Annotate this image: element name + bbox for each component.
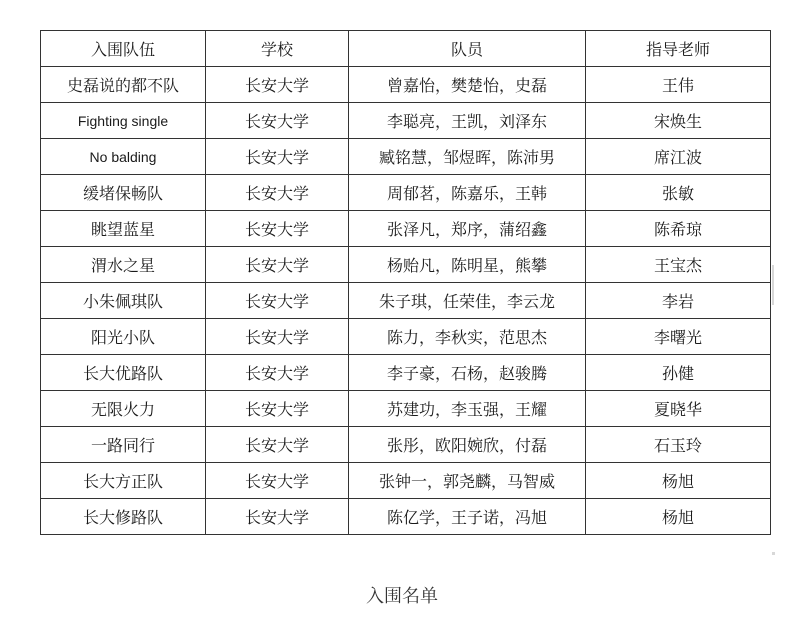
cell-team: 长大方正队 <box>41 463 206 499</box>
cell-school: 长安大学 <box>206 283 349 319</box>
cell-school: 长安大学 <box>206 427 349 463</box>
cell-members: 苏建功，李玉强，王耀 <box>349 391 586 427</box>
cell-school: 长安大学 <box>206 247 349 283</box>
cell-team: 一路同行 <box>41 427 206 463</box>
cell-members: 陈力，李秋实，范思杰 <box>349 319 586 355</box>
cell-members: 李子豪，石杨，赵骏腾 <box>349 355 586 391</box>
cell-team: 长大修路队 <box>41 499 206 535</box>
cell-members: 周郁茗，陈嘉乐，王韩 <box>349 175 586 211</box>
scan-edge-mark <box>772 265 774 305</box>
cell-school: 长安大学 <box>206 139 349 175</box>
cell-school: 长安大学 <box>206 319 349 355</box>
cell-team: Fighting single <box>41 103 206 139</box>
cell-members: 臧铭慧，邹煜晖，陈沛男 <box>349 139 586 175</box>
cell-team: 缓堵保畅队 <box>41 175 206 211</box>
cell-members: 张彤，欧阳婉欣，付磊 <box>349 427 586 463</box>
table-row <box>41 211 771 247</box>
cell-school: 长安大学 <box>206 391 349 427</box>
cell-teacher: 张敏 <box>586 175 771 211</box>
cell-members: 杨贻凡，陈明星，熊攀 <box>349 247 586 283</box>
cell-teacher: 李曙光 <box>586 319 771 355</box>
cell-teacher: 石玉玲 <box>586 427 771 463</box>
header-teacher: 指导老师 <box>586 31 771 67</box>
cell-teacher: 杨旭 <box>586 463 771 499</box>
cell-members: 张钟一，郭尧麟，马智威 <box>349 463 586 499</box>
table-header-row <box>41 31 771 67</box>
cell-members: 朱子琪，任荣佳，李云龙 <box>349 283 586 319</box>
table-row <box>41 463 771 499</box>
table-row <box>41 103 771 139</box>
cell-school: 长安大学 <box>206 499 349 535</box>
cell-school: 长安大学 <box>206 67 349 103</box>
cell-team: 小朱佩琪队 <box>41 283 206 319</box>
table-row <box>41 175 771 211</box>
cell-teacher: 孙健 <box>586 355 771 391</box>
cell-teacher: 王伟 <box>586 67 771 103</box>
cell-teacher: 席江波 <box>586 139 771 175</box>
header-members: 队员 <box>349 31 586 67</box>
table-row <box>41 283 771 319</box>
cell-teacher: 陈希琼 <box>586 211 771 247</box>
cell-school: 长安大学 <box>206 463 349 499</box>
cell-school: 长安大学 <box>206 103 349 139</box>
cell-teacher: 李岩 <box>586 283 771 319</box>
table-row <box>41 427 771 463</box>
cell-teacher: 宋焕生 <box>586 103 771 139</box>
cell-school: 长安大学 <box>206 175 349 211</box>
header-school: 学校 <box>206 31 349 67</box>
finalist-table <box>40 30 771 535</box>
cell-teacher: 王宝杰 <box>586 247 771 283</box>
cell-team: 长大优路队 <box>41 355 206 391</box>
cell-members: 张泽凡，郑序，蒲绍鑫 <box>349 211 586 247</box>
cell-members: 李聪亮，王凯，刘泽东 <box>349 103 586 139</box>
table-caption: 入围名单 <box>366 586 438 607</box>
scan-edge-mark <box>772 552 775 555</box>
table-row <box>41 67 771 103</box>
cell-team: 史磊说的都不队 <box>41 67 206 103</box>
table-row <box>41 319 771 355</box>
table-row <box>41 355 771 391</box>
cell-team: 渭水之星 <box>41 247 206 283</box>
cell-school: 长安大学 <box>206 211 349 247</box>
table-row <box>41 247 771 283</box>
cell-team: 眺望蓝星 <box>41 211 206 247</box>
cell-teacher: 夏晓华 <box>586 391 771 427</box>
table-row <box>41 391 771 427</box>
cell-school: 长安大学 <box>206 355 349 391</box>
header-team: 入围队伍 <box>41 31 206 67</box>
cell-members: 陈亿学，王子诺，冯旭 <box>349 499 586 535</box>
cell-members: 曾嘉怡，樊楚怡，史磊 <box>349 67 586 103</box>
cell-team: No balding <box>41 139 206 175</box>
cell-team: 阳光小队 <box>41 319 206 355</box>
table-row <box>41 499 771 535</box>
cell-teacher: 杨旭 <box>586 499 771 535</box>
table-row <box>41 139 771 175</box>
cell-team: 无限火力 <box>41 391 206 427</box>
